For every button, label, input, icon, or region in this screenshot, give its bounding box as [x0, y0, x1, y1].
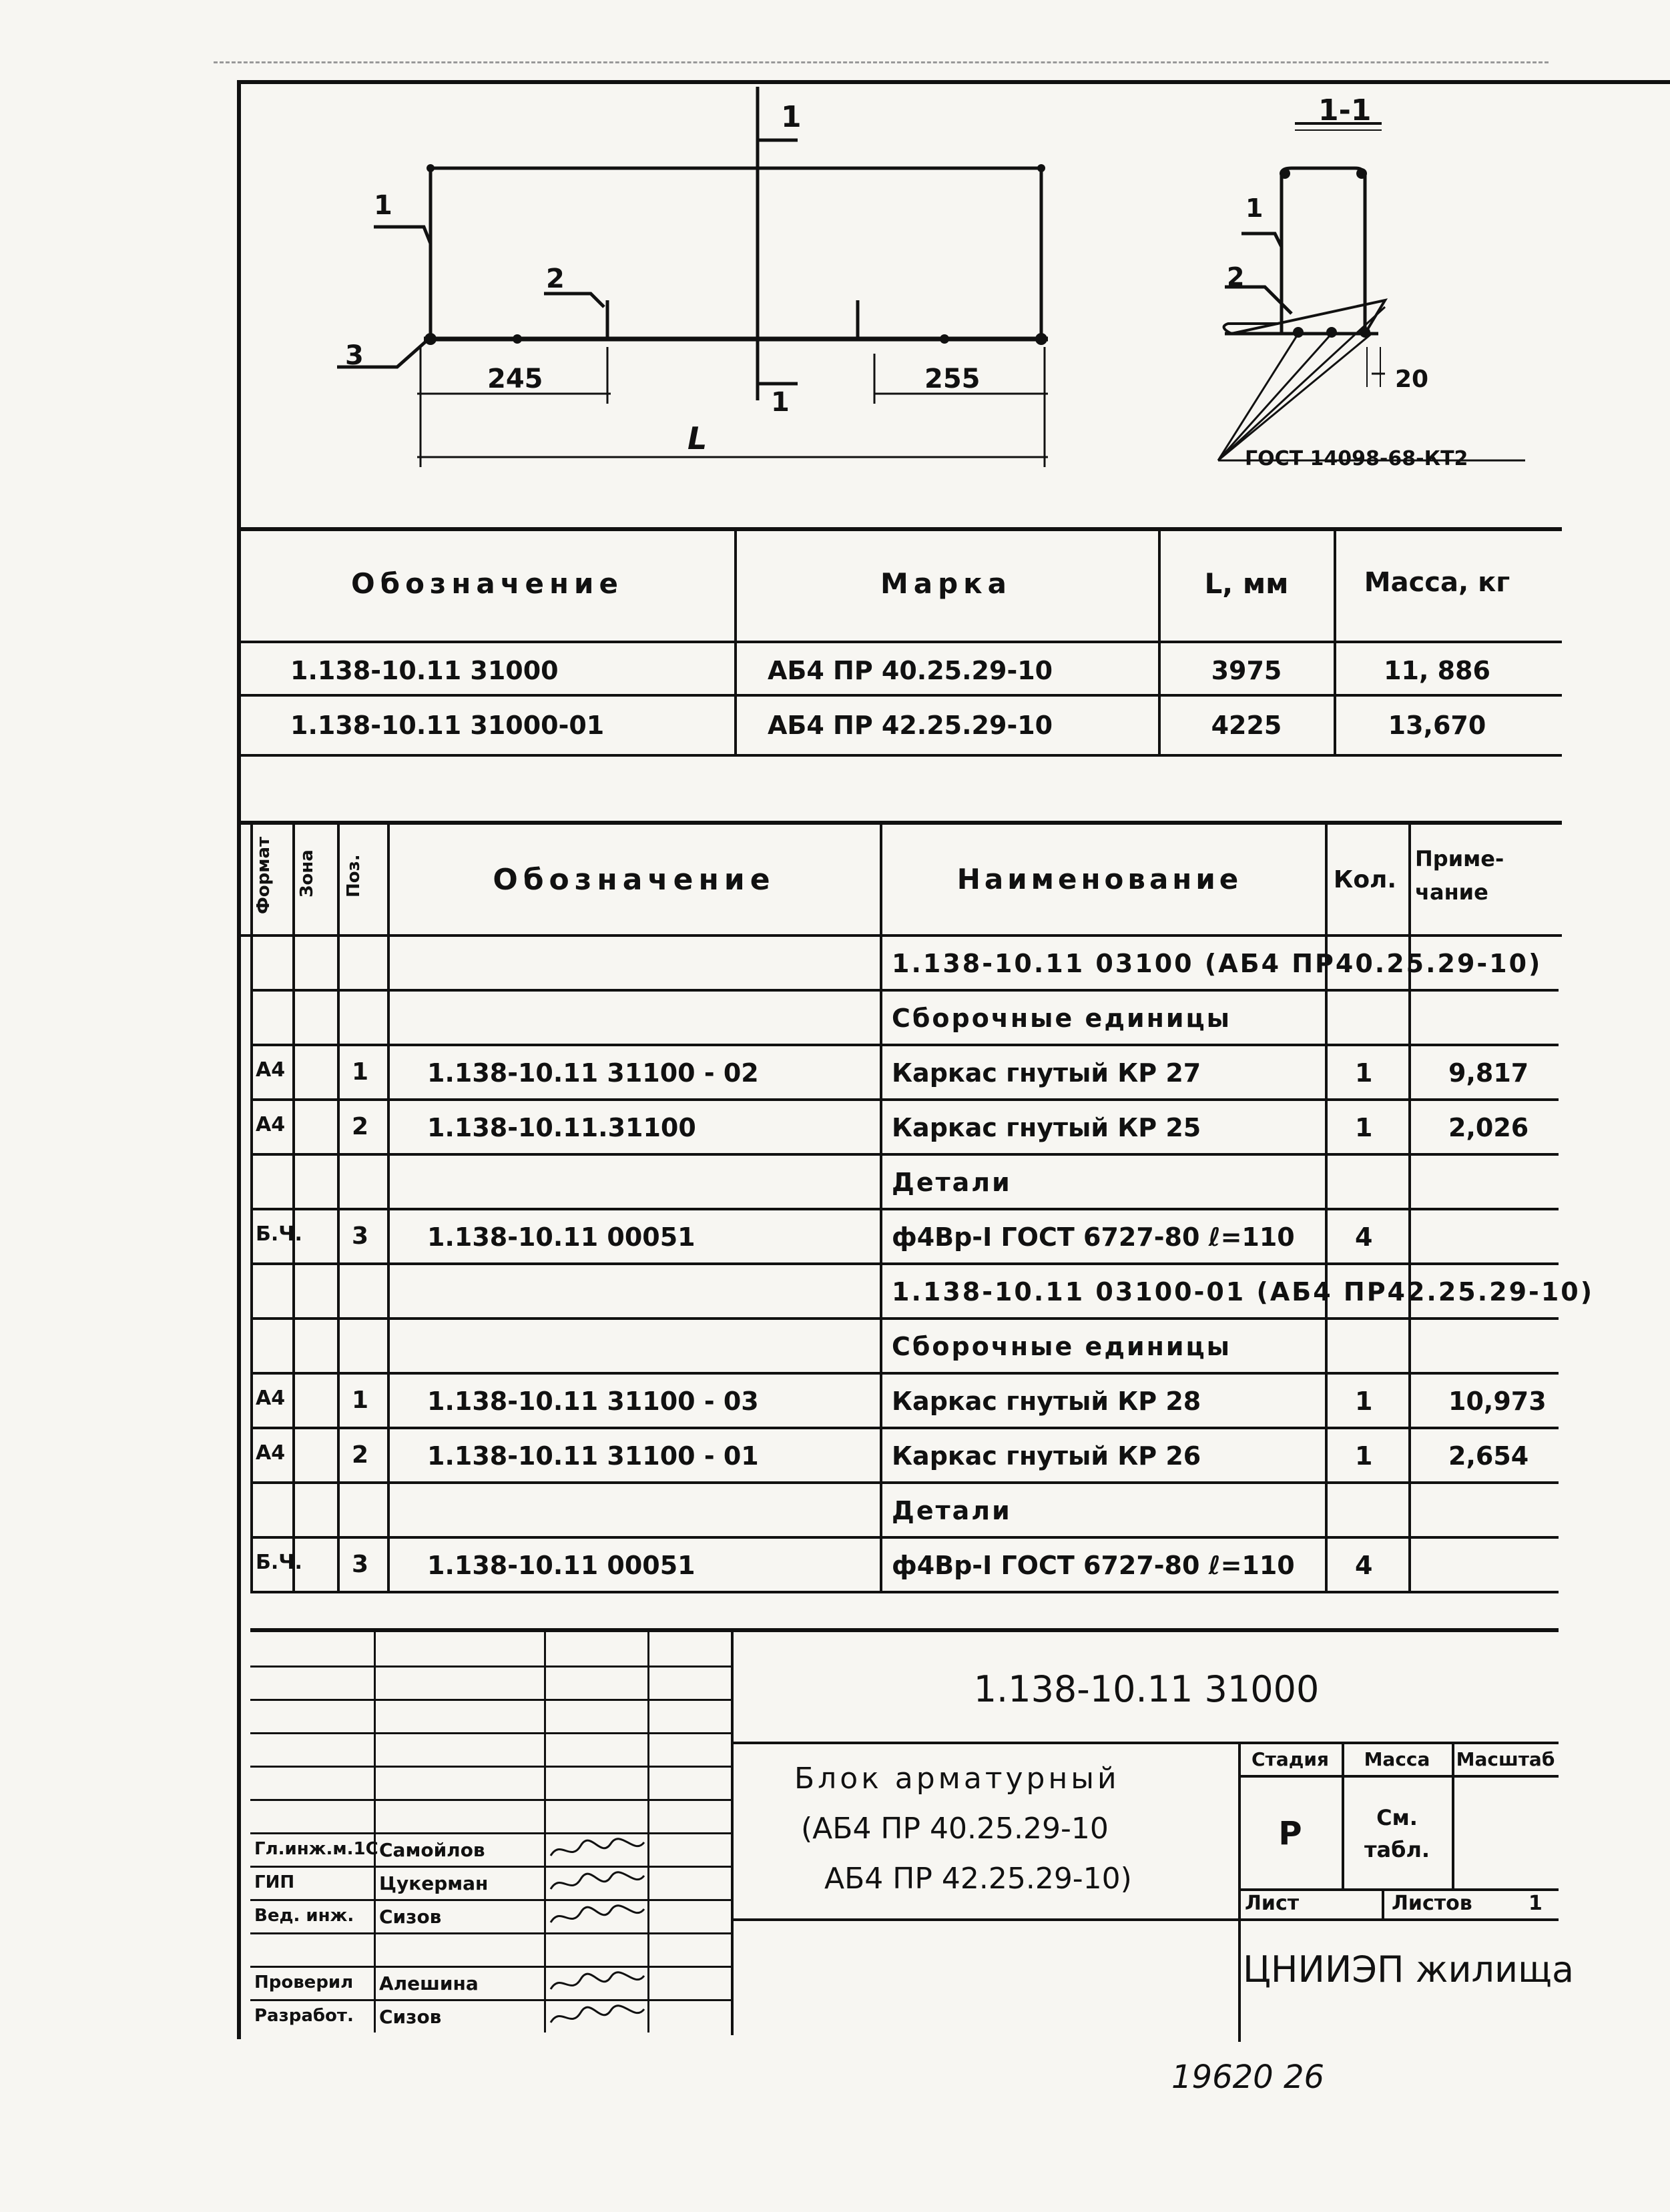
- dimension-gap: 20: [1395, 366, 1429, 393]
- spec-table-row-line: [250, 1044, 1559, 1046]
- signature-grid-line: [250, 1832, 731, 1834]
- spec-cell-designation: 1.138-10.11 00051: [427, 1222, 695, 1252]
- marks-table-top-line: [240, 527, 1562, 531]
- signature-grid-line: [250, 1699, 731, 1701]
- handwritten-signature: [547, 2002, 647, 2033]
- spec-cell-name: Каркас гнутый КР 26: [892, 1441, 1201, 1471]
- spec-table-header-line: [240, 934, 1562, 937]
- spec-cell-name: 1.138-10.11 03100-01 (АБ4 ПР42.25.29-10): [892, 1277, 1595, 1307]
- spec-cell-name: ф4Вр-I ГОСТ 6727-80 ℓ=110: [892, 1551, 1295, 1580]
- spec-cell-name: Детали: [892, 1168, 1012, 1197]
- spec-cell-format: Б.Ч.: [256, 1551, 302, 1574]
- signature-grid-col-line: [647, 1632, 649, 2033]
- spec-cell-pos: 3: [352, 1222, 369, 1250]
- spec-table-row-line: [250, 1536, 1559, 1539]
- spec-table-col-line: [387, 821, 390, 1591]
- spec-cell-pos: 1: [352, 1058, 369, 1086]
- spec-cell-note: 2,654: [1448, 1441, 1529, 1471]
- spec-table-col-line: [292, 821, 295, 1591]
- spec-cell-format: А4: [256, 1441, 286, 1465]
- title-block-divider: [731, 1628, 734, 2035]
- spec-cell-qty: 4: [1355, 1551, 1373, 1580]
- title-stage-header-line: [1238, 1775, 1559, 1778]
- pos-label-3: 3: [345, 340, 364, 371]
- spec-cell-qty: 1: [1355, 1441, 1373, 1471]
- signature-name: Цукерман: [379, 1872, 489, 1894]
- signature-grid-line: [250, 1899, 731, 1901]
- signature-role: Вед. инж.: [254, 1906, 354, 1926]
- signature-grid-line: [250, 1966, 731, 1968]
- dimension-length: L: [687, 420, 708, 456]
- spec-cell-name: Каркас гнутый КР 27: [892, 1058, 1201, 1088]
- spec-cell-pos: 2: [352, 1113, 369, 1140]
- spec-cell-designation: 1.138-10.11 31100 - 03: [427, 1387, 759, 1416]
- spec-cell-qty: 1: [1355, 1387, 1373, 1416]
- title-sheet-col-line: [1382, 1888, 1384, 1918]
- section-pos-label-2: 2: [1227, 262, 1245, 292]
- marks-table-row-line: [240, 694, 1562, 697]
- mass-value: См. табл.: [1364, 1805, 1430, 1862]
- document-code: 1.138-10.11 31000: [973, 1668, 1320, 1710]
- dimension-left: 245: [487, 364, 543, 394]
- spec-header-name: Наименование: [956, 863, 1243, 895]
- section-mark-top: 1: [781, 100, 802, 134]
- title-line-3: АБ4 ПР 42.25.29-10): [824, 1862, 1132, 1896]
- sheet-label: Лист: [1245, 1892, 1300, 1915]
- title-stage-value-line: [1238, 1888, 1559, 1891]
- handwritten-signature: [547, 1836, 647, 1866]
- section-title: 1-1: [1318, 93, 1372, 127]
- spec-cell-format: А4: [256, 1058, 286, 1082]
- title-stage-col-line: [1238, 1742, 1241, 2042]
- spec-cell-name: Детали: [892, 1496, 1012, 1525]
- spec-table-row-line: [250, 1481, 1559, 1484]
- handwritten-signature: [547, 1869, 647, 1899]
- signature-role: ГИП: [254, 1872, 295, 1892]
- title-block-top-line: [250, 1628, 1559, 1632]
- section-mark-bottom: 1: [771, 387, 790, 418]
- spec-cell-name: 1.138-10.11 03100 (АБ4 ПР40.25.29-10): [892, 949, 1543, 978]
- spec-table-col-line: [250, 821, 253, 1591]
- spec-header-pos: Поз.: [344, 854, 364, 897]
- spec-table-row-line: [250, 1098, 1559, 1101]
- spec-table-col-line: [337, 821, 340, 1591]
- marks-table-col-line: [734, 527, 737, 754]
- dimension-right: 255: [924, 364, 981, 394]
- marks-row-2-length: 4225: [1211, 711, 1282, 740]
- spec-cell-note: 2,026: [1448, 1113, 1529, 1142]
- marks-row-2-mass: 13,670: [1388, 711, 1486, 740]
- weld-note: ГОСТ 14098-68-КТ2: [1245, 447, 1468, 470]
- spec-cell-pos: 3: [352, 1551, 369, 1578]
- organization: ЦНИИЭП жилища: [1243, 1948, 1575, 1990]
- spec-cell-qty: 1: [1355, 1058, 1373, 1088]
- signature-role: Гл.инж.м.1С: [254, 1839, 378, 1859]
- signature-name: Алешина: [379, 1972, 479, 1994]
- spec-cell-format: А4: [256, 1113, 286, 1136]
- spec-table-col-line: [1325, 821, 1328, 1591]
- spec-cell-format: А4: [256, 1387, 286, 1410]
- signature-grid-col-line: [374, 1632, 376, 2033]
- spec-table-col-line: [1408, 821, 1411, 1591]
- spec-cell-name: Сборочные единицы: [892, 1332, 1232, 1361]
- spec-table-row-line: [250, 989, 1559, 992]
- marks-header-mark: Марка: [880, 567, 1013, 600]
- spec-cell-qty: 1: [1355, 1113, 1373, 1142]
- spec-cell-name: Сборочные единицы: [892, 1004, 1232, 1033]
- spec-header-designation: Обозначение: [493, 863, 776, 897]
- marks-row-1-mark: АБ4 ПР 40.25.29-10: [768, 656, 1053, 685]
- signature-name: Самойлов: [379, 1839, 485, 1861]
- marks-table-header-line: [240, 641, 1562, 643]
- stage-label: Стадия: [1251, 1748, 1329, 1770]
- signature-grid-line: [250, 1766, 731, 1768]
- scale-label: Масштаб: [1456, 1748, 1555, 1770]
- spec-cell-designation: 1.138-10.11 00051: [427, 1551, 695, 1580]
- marks-table-bottom-line: [240, 754, 1562, 757]
- handwritten-signature: [547, 1902, 647, 1932]
- top-dashed-border: [214, 61, 1549, 63]
- signature-grid-line: [250, 1866, 731, 1868]
- signature-grid-line: [250, 1799, 731, 1801]
- spec-table-top-line: [240, 821, 1562, 825]
- spec-cell-note: 10,973: [1448, 1387, 1547, 1416]
- spec-header-format: Формат: [254, 836, 274, 914]
- spec-header-zone: Зона: [297, 849, 317, 897]
- spec-header-note: Приме-чание: [1415, 846, 1504, 905]
- marks-header-designation: Обозначение: [351, 567, 623, 600]
- spec-table-row-line: [250, 1208, 1559, 1210]
- signature-name: Сизов: [379, 2006, 442, 2028]
- section-pos-label-1: 1: [1245, 194, 1264, 223]
- spec-cell-name: ф4Вр-I ГОСТ 6727-80 ℓ=110: [892, 1222, 1295, 1252]
- spec-cell-note: 9,817: [1448, 1058, 1529, 1088]
- signature-grid-line: [250, 1932, 731, 1934]
- spec-cell-designation: 1.138-10.11.31100: [427, 1113, 696, 1142]
- sheets-value: 1: [1528, 1892, 1543, 1915]
- marks-row-1-length: 3975: [1211, 656, 1282, 685]
- marks-row-1-mass: 11, 886: [1384, 656, 1490, 685]
- signature-name: Сизов: [379, 1906, 442, 1928]
- pos-label-1: 1: [374, 190, 392, 221]
- spec-table-row-line: [250, 1317, 1559, 1320]
- spec-cell-designation: 1.138-10.11 31100 - 01: [427, 1441, 759, 1471]
- handwritten-signature: [547, 1969, 647, 1999]
- signature-grid-line: [250, 1999, 731, 2001]
- spec-cell-qty: 4: [1355, 1222, 1373, 1252]
- title-line-2: (АБ4 ПР 40.25.29-10: [801, 1812, 1109, 1846]
- title-line-1: Блок арматурный: [794, 1762, 1120, 1796]
- sheets-label: Листов: [1392, 1892, 1472, 1915]
- marks-row-2-designation: 1.138-10.11 31000-01: [290, 711, 605, 740]
- spec-cell-pos: 1: [352, 1387, 369, 1414]
- marks-header-mass: Масса, кг: [1364, 567, 1510, 598]
- stage-value: Р: [1278, 1815, 1302, 1852]
- marks-row-1-designation: 1.138-10.11 31000: [290, 656, 559, 685]
- spec-cell-name: Каркас гнутый КР 28: [892, 1387, 1201, 1416]
- spec-header-qty: Кол.: [1333, 866, 1397, 893]
- mass-label: Масса: [1364, 1748, 1430, 1770]
- marks-table-col-line: [1158, 527, 1161, 754]
- signature-role: Проверил: [254, 1972, 354, 1992]
- marks-row-2-mark: АБ4 ПР 42.25.29-10: [768, 711, 1053, 740]
- title-block-code-line: [731, 1742, 1559, 1744]
- pos-label-2: 2: [546, 264, 565, 294]
- spec-table-row-line: [250, 1262, 1559, 1265]
- signature-grid-line: [250, 1666, 731, 1668]
- marks-header-length: L, мм: [1204, 567, 1289, 600]
- spec-cell-pos: 2: [352, 1441, 369, 1469]
- spec-table-row-line: [250, 1427, 1559, 1429]
- signature-grid-col-line: [544, 1632, 546, 2033]
- spec-table-col-line: [880, 821, 882, 1591]
- title-sheet-line: [731, 1918, 1559, 1921]
- marks-table-col-line: [1334, 527, 1336, 754]
- spec-table-row-line: [250, 1372, 1559, 1375]
- signature-role: Разработ.: [254, 2006, 354, 2026]
- spec-table-row-line: [250, 1153, 1559, 1156]
- footer-number: 19620 26: [1171, 2059, 1325, 2096]
- signature-grid-line: [250, 1732, 731, 1734]
- spec-cell-designation: 1.138-10.11 31100 - 02: [427, 1058, 759, 1088]
- spec-cell-format: Б.Ч.: [256, 1222, 302, 1246]
- spec-table-row-line: [250, 1591, 1559, 1593]
- spec-cell-name: Каркас гнутый КР 25: [892, 1113, 1201, 1142]
